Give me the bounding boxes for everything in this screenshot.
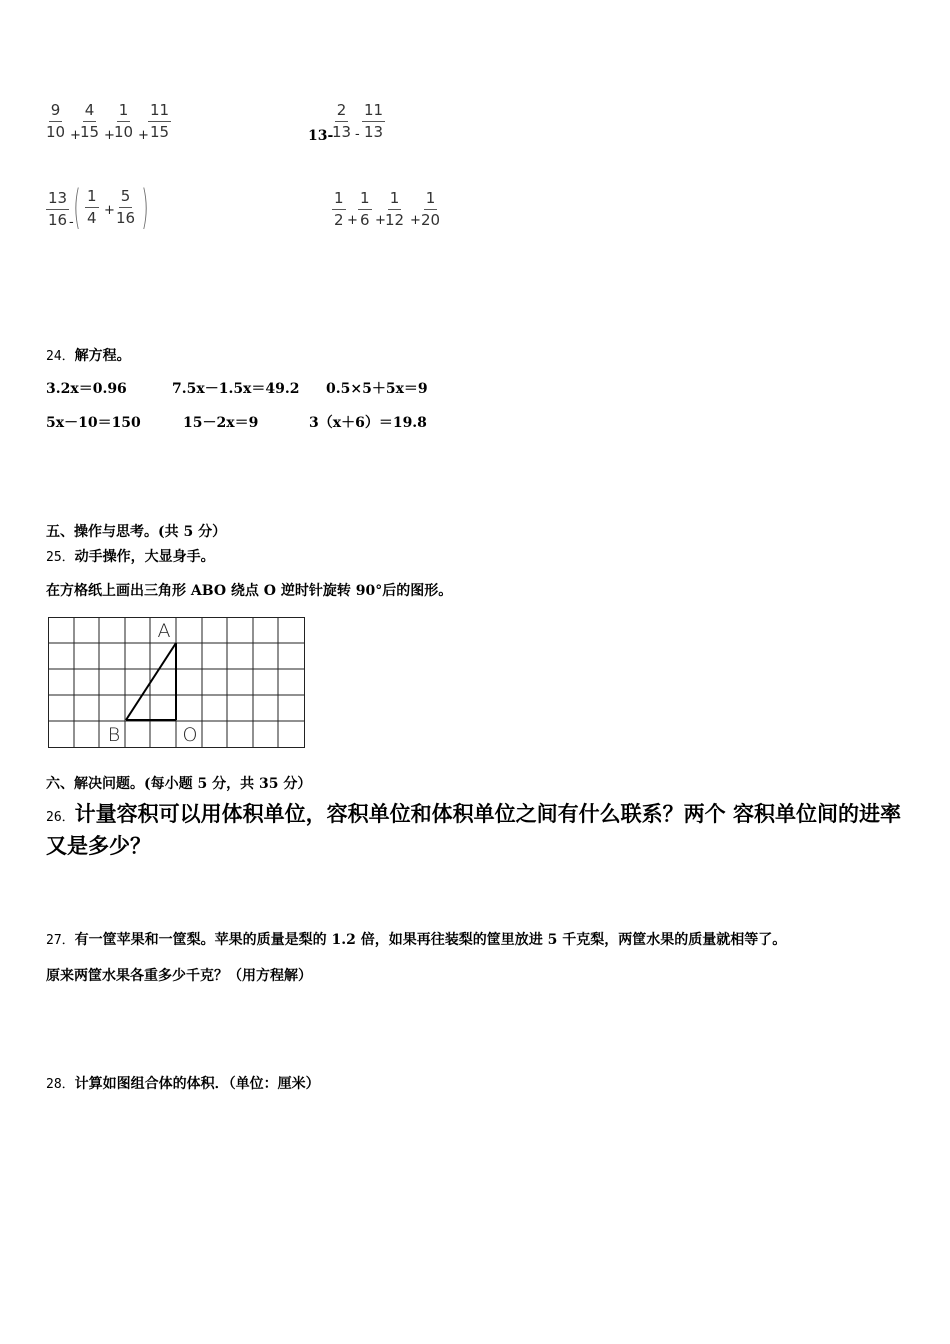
fraction: $\frac{11}{13}$ [364, 101, 384, 141]
question-25-title: 25．动手操作，大显身手。 [46, 549, 215, 565]
fraction: $\frac{1}{4}$ [87, 187, 97, 227]
grid-paper [48, 617, 306, 749]
equation: 5x－10＝150 [46, 415, 141, 431]
operator: + [347, 213, 358, 228]
operator: + [410, 213, 421, 228]
operator: + [375, 213, 386, 228]
point-b-label: B [107, 724, 121, 746]
operator: + [104, 203, 115, 218]
operator: + [104, 128, 115, 143]
equation: 15－2x＝9 [183, 415, 259, 431]
equation: 7.5x－1.5x＝49.2 [172, 381, 300, 397]
fraction: $\frac{9}{10}$ [46, 101, 66, 141]
question-25-instruction: 在方格纸上画出三角形 ABO 绕点 O 逆时针旋转 90°后的图形。 [46, 583, 453, 599]
left-parenthesis-icon: ( [73, 180, 81, 234]
fraction: $\frac{4}{15}$ [80, 101, 100, 141]
fraction: $\frac{13}{16}$ [48, 189, 68, 229]
fraction: $\frac{1}{20}$ [421, 189, 441, 229]
leading-term: 13- [308, 128, 334, 144]
operator: + [70, 128, 81, 143]
question-27-line-2: 原来两筐水果各重多少千克？（用方程解） [46, 968, 312, 984]
operator: - [69, 215, 74, 230]
right-parenthesis-icon: ) [141, 180, 149, 234]
fraction: $\frac{11}{15}$ [150, 101, 170, 141]
fraction: $\frac{1}{12}$ [385, 189, 405, 229]
equation: 3（x＋6）＝19.8 [309, 415, 427, 431]
point-a-label: A [157, 620, 171, 642]
equation: 0.5×5＋5x＝9 [326, 381, 428, 397]
fraction: $\frac{2}{13}$ [332, 101, 352, 141]
section-5-heading: 五、操作与思考。(共 5 分） [46, 524, 227, 540]
fraction: $\frac{1}{6}$ [360, 189, 370, 229]
question-27-line-1: 27．有一筐苹果和一筐梨。苹果的质量是梨的 1.2 倍，如果再往装梨的筐里放进 5 千克梨，两筐水果的质量就相等了。 [46, 932, 787, 948]
fraction: $\frac{5}{16}$ [116, 187, 136, 227]
equation: 3.2x＝0.96 [46, 381, 127, 397]
question-24-title: 24．解方程。 [46, 348, 131, 364]
fraction: $\frac{1}{10}$ [114, 101, 134, 141]
fraction: $\frac{1}{2}$ [334, 189, 344, 229]
triangle-abo [126, 643, 176, 720]
operator: + [138, 128, 149, 143]
operator: - [355, 127, 360, 142]
question-28: 28．计算如图组合体的体积．（单位：厘米） [46, 1076, 320, 1092]
question-26: 26．计量容积可以用体积单位，容积单位和体积单位之间有什么联系？两个 容积单位间的进率又是多少？ [46, 801, 901, 858]
point-o-label: O [182, 724, 198, 746]
section-6-heading: 六、解决问题。(每小题 5 分，共 35 分） [46, 776, 312, 792]
